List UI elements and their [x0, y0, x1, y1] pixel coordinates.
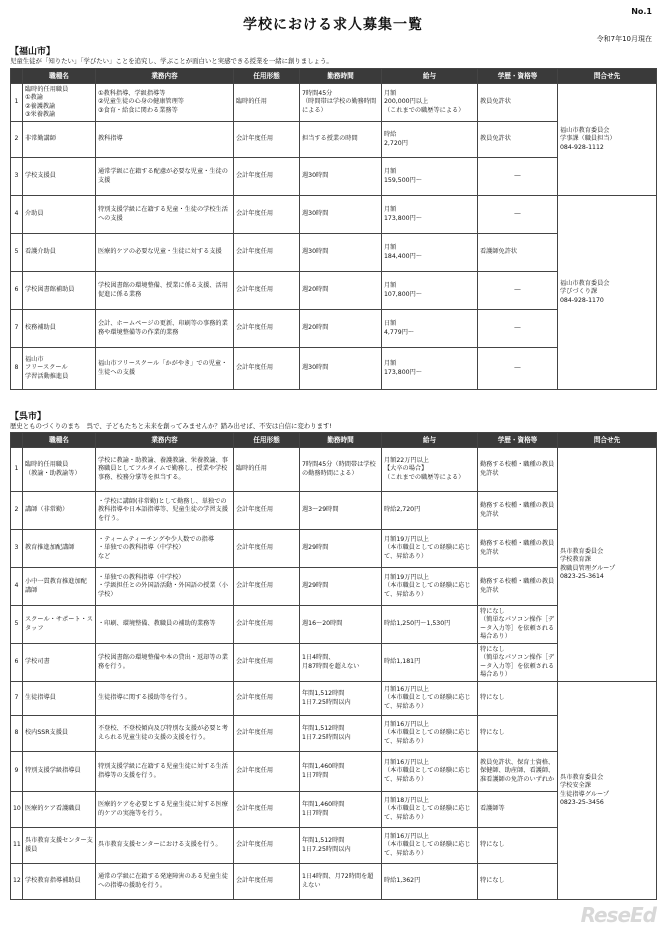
employment-type: 会計年度任用 [234, 864, 300, 900]
fukuyama-section-desc: 児童生徒が「知りたい」「学びたい」ことを追究し、学ぶことが面白いと実感できる授業を一緒に創りましょう。 [10, 57, 333, 65]
job-duties: 学校図書館の環境整備や本の貸出・返却等の業務を行う。 [96, 644, 234, 682]
job-title: 講師（非常勤） [23, 492, 96, 530]
salary: 月額 173,800円～ [382, 348, 478, 390]
working-hours: 週20時間 [300, 272, 382, 310]
working-hours: 年間1,512時間 1日7.25時間以内 [300, 828, 382, 864]
table-row [11, 448, 657, 492]
working-hours: 週29時間 [300, 568, 382, 606]
salary: 月額 159,500円～ [382, 158, 478, 196]
working-hours: 週30時間 [300, 158, 382, 196]
job-duties: 会計、ホームページの更新、印刷等の事務的業務や環境整備等の作業的業務 [96, 310, 234, 348]
employment-type: 会計年度任用 [234, 828, 300, 864]
row-number: 8 [11, 716, 23, 752]
job-title: 臨時的任用職員 （教諭・助教諭等） [23, 448, 96, 492]
job-title: 福山市 フリースクール 学習活動推進員 [23, 348, 96, 390]
job-duties: 医療的ケアを必要とする児童生徒に対する医療的ケアの実施等を行う。 [96, 792, 234, 828]
employment-type: 会計年度任用 [234, 568, 300, 606]
job-duties: 学校図書館の環境整備、授業に係る支援、活用促進に係る業務 [96, 272, 234, 310]
qualifications: 特になし [478, 828, 558, 864]
job-duties: 学校に教諭・助教諭、養護教諭、栄養教諭、事務職員としてフルタイムで勤務し、授業や学校事務、校務分掌等を担当する。 [96, 448, 234, 492]
kure-job-table [10, 432, 657, 900]
working-hours: 年間1,460時間 1日7時間 [300, 792, 382, 828]
qualifications: 勤務する校種・職種の教員免許状 [478, 530, 558, 568]
employment-type: 会計年度任用 [234, 682, 300, 716]
kure-section-title: 【呉市】 [10, 412, 47, 422]
job-title: 特別支援学級指導員 [23, 752, 96, 792]
working-hours: 週3～29時間 [300, 492, 382, 530]
row-number: 3 [11, 158, 23, 196]
job-title: 小中一貫教育推進加配講師 [23, 568, 96, 606]
employment-type: 会計年度任用 [234, 752, 300, 792]
row-number: 10 [11, 792, 23, 828]
kure-section-desc: 歴史とものづくりのまち 呉で、子どもたちと未来を創ってみませんか？踏み出せば、不安は自信に変わります! [10, 422, 332, 430]
contact-info: 呉市教育委員会 学校安全課 生徒指導グループ 0823-25-3456 [558, 682, 657, 900]
salary: 日額 4,779円～ [382, 310, 478, 348]
job-title: 呉市教育支援センター支援員 [23, 828, 96, 864]
table-header-row [11, 433, 657, 448]
employment-type: 会計年度任用 [234, 196, 300, 234]
salary: 時給1,362円 [382, 864, 478, 900]
job-duties: 特別支援学級に在籍する児童・生徒の学校生活への支援 [96, 196, 234, 234]
row-number: 1 [11, 448, 23, 492]
job-duties: 特別支援学級に在籍する児童生徒に対する生活指導等の支援を行う。 [96, 752, 234, 792]
job-duties: 通常の学級に在籍する発達障害のある児童生徒への指導の援助を行う。 [96, 864, 234, 900]
job-title: 介助員 [23, 196, 96, 234]
qualifications: 教員免許状 [478, 84, 558, 122]
row-number: 7 [11, 682, 23, 716]
job-title: 学校司書 [23, 644, 96, 682]
page-title: 学校における求人募集一覧 [243, 17, 423, 33]
qualifications: 特になし （簡単なパソコン操作［データ入力等］を依頼される場合あり） [478, 606, 558, 644]
working-hours: 週16～20時間 [300, 606, 382, 644]
working-hours: 年間1,460時間 1日7時間 [300, 752, 382, 792]
column-header-name: 職種名 [23, 69, 96, 84]
qualifications: 看護師免許状 [478, 234, 558, 272]
working-hours: 7時間45分（時間帯は学校の勤務時間による） [300, 448, 382, 492]
qualifications: 特になし [478, 864, 558, 900]
job-title: 生徒指導員 [23, 682, 96, 716]
job-title: 学校教育指導補助員 [23, 864, 96, 900]
qualifications: 勤務する校種・職種の教員免許状 [478, 568, 558, 606]
qualifications: ― [478, 348, 558, 390]
contact-info: 福山市教育委員会 学事課（職員担当） 084-928-1112 [558, 84, 657, 196]
fukuyama-job-table [10, 68, 657, 390]
employment-type: 会計年度任用 [234, 122, 300, 158]
qualifications: 看護師等 [478, 792, 558, 828]
table-header-row [11, 69, 657, 84]
job-title: 学校支援員 [23, 158, 96, 196]
employment-type: 会計年度任用 [234, 348, 300, 390]
job-title: 学校図書館補助員 [23, 272, 96, 310]
column-header-qual: 学歴・資格等 [478, 69, 558, 84]
employment-type: 会計年度任用 [234, 530, 300, 568]
contact-info: 福山市教育委員会 学びづくり課 084-928-1170 [558, 196, 657, 390]
working-hours: 7時間45分 （時間帯は学校の勤務時間による） [300, 84, 382, 122]
employment-type: 臨時的任用 [234, 84, 300, 122]
job-duties: 不登校、不登校傾向及び特別な支援が必要と考えられる児童生徒の支援の支援を行う。 [96, 716, 234, 752]
column-header-type: 任用形態 [234, 69, 300, 84]
working-hours: 年間1,512時間 1日7.25時間以内 [300, 716, 382, 752]
employment-type: 会計年度任用 [234, 492, 300, 530]
column-header-hours: 勤務時間 [300, 69, 382, 84]
row-number: 1 [11, 84, 23, 122]
column-header-pay: 給与 [382, 433, 478, 448]
fukuyama-section-title: 【福山市】 [10, 47, 56, 57]
salary: 時給1,250円～1,530円 [382, 606, 478, 644]
job-duties: 生徒指導に関する援助等を行う。 [96, 682, 234, 716]
contact-info: 呉市教育委員会 学校教育課 教職員管理グループ 0823-25-3614 [558, 448, 657, 682]
column-header-contact: 問合せ先 [558, 69, 657, 84]
job-duties: ・学校に講師(非常勤)として勤務し、単独での教科指導や日本語指導等、児童生徒の学習支援を行う。 [96, 492, 234, 530]
job-title: 校務補助員 [23, 310, 96, 348]
employment-type: 会計年度任用 [234, 644, 300, 682]
salary: 月額 173,800円～ [382, 196, 478, 234]
qualifications: ― [478, 310, 558, 348]
row-number: 4 [11, 568, 23, 606]
qualifications: 特になし （簡単なパソコン操作［データ入力等］を依頼される場合あり） [478, 644, 558, 682]
qualifications: ― [478, 158, 558, 196]
qualifications: 特になし [478, 682, 558, 716]
row-number: 8 [11, 348, 23, 390]
working-hours: 週29時間 [300, 530, 382, 568]
employment-type: 会計年度任用 [234, 158, 300, 196]
row-number: 5 [11, 234, 23, 272]
qualifications: 特になし [478, 716, 558, 752]
column-header-qual: 学歴・資格等 [478, 433, 558, 448]
job-title: 臨時的任用職員 ①教諭 ②養護教諭 ③栄養教諭 [23, 84, 96, 122]
job-duties: 教科指導 [96, 122, 234, 158]
column-header-name: 職種名 [23, 433, 96, 448]
working-hours: 1日4時間、月72時間を超えない [300, 864, 382, 900]
salary: 時給1,181円 [382, 644, 478, 682]
page-number: No.1 [631, 7, 652, 16]
row-number: 9 [11, 752, 23, 792]
working-hours: 年間1,512時間 1日7.25時間以内 [300, 682, 382, 716]
working-hours: 週30時間 [300, 196, 382, 234]
job-title: 非常勤講師 [23, 122, 96, 158]
job-duties: ・ティームティーチングや少人数での指導 ・単独での教科指導（中学校） など [96, 530, 234, 568]
as-of-date: 令和7年10月現在 [596, 35, 652, 43]
job-duties: ・印刷、環境整備、教職員の補助的業務等 [96, 606, 234, 644]
qualifications: ― [478, 272, 558, 310]
row-number: 6 [11, 644, 23, 682]
job-duties: ①教科指導、学級指導等 ②児童生徒の心身の健康管理等 ③食育・給食に関わる業務等 [96, 84, 234, 122]
column-header-work: 業務内容 [96, 433, 234, 448]
row-number: 2 [11, 492, 23, 530]
working-hours: 担当する授業の時間 [300, 122, 382, 158]
job-duties: 福山市フリースクール「かがやき」での児童・生徒への支援 [96, 348, 234, 390]
qualifications: 勤務する校種・職種の教員免許状 [478, 492, 558, 530]
row-number: 7 [11, 310, 23, 348]
employment-type: 会計年度任用 [234, 716, 300, 752]
column-header-contact: 問合せ先 [558, 433, 657, 448]
row-number: 5 [11, 606, 23, 644]
job-title: スクール・サポート・スタッフ [23, 606, 96, 644]
job-duties: 呉市教育支援センターにおける支援を行う。 [96, 828, 234, 864]
employment-type: 会計年度任用 [234, 792, 300, 828]
salary: 月額16万円以上 （本市職員としての経験に応じて、昇給あり） [382, 716, 478, 752]
salary: 月額16万円以上 （本市職員としての経験に応じて、昇給あり） [382, 752, 478, 792]
row-number: 2 [11, 122, 23, 158]
employment-type: 臨時的任用 [234, 448, 300, 492]
salary: 月額19万円以上 （本市職員としての経験に応じて、昇給あり） [382, 530, 478, 568]
employment-type: 会計年度任用 [234, 234, 300, 272]
row-number: 4 [11, 196, 23, 234]
working-hours: 週20時間 [300, 310, 382, 348]
qualifications: 勤務する校種・職種の教員免許状 [478, 448, 558, 492]
salary: 月額22万円以上 【大卒の場合】 （これまでの職歴等による） [382, 448, 478, 492]
salary: 月額16万円以上 （本市職員としての経験に応じて、昇給あり） [382, 682, 478, 716]
table-row [11, 84, 657, 122]
job-title: 教育推進加配講師 [23, 530, 96, 568]
job-title: 看護介助員 [23, 234, 96, 272]
column-header-type: 任用形態 [234, 433, 300, 448]
salary: 月額19万円以上 （本市職員としての経験に応じて、昇給あり） [382, 568, 478, 606]
job-duties: ・単独での教科指導（中学校） ・学級担任との外国語活動・外国語の授業（小学校） [96, 568, 234, 606]
qualifications: 教員免許状 [478, 122, 558, 158]
working-hours: 週30時間 [300, 348, 382, 390]
row-number: 11 [11, 828, 23, 864]
row-number: 12 [11, 864, 23, 900]
column-header-no [11, 69, 23, 84]
column-header-no [11, 433, 23, 448]
row-number: 6 [11, 272, 23, 310]
salary: 月額16万円以上 （本市職員としての経験に応じて、昇給あり） [382, 828, 478, 864]
column-header-pay: 給与 [382, 69, 478, 84]
working-hours: 週30時間 [300, 234, 382, 272]
column-header-work: 業務内容 [96, 69, 234, 84]
working-hours: 1日4時間、 月87時間を超えない [300, 644, 382, 682]
salary: 時給2,720円 [382, 492, 478, 530]
salary: 月額 200,000円以上 （これまでの職歴等による） [382, 84, 478, 122]
watermark-logo: ReseEd [580, 903, 656, 927]
table-row [11, 682, 657, 716]
employment-type: 会計年度任用 [234, 310, 300, 348]
qualifications: ― [478, 196, 558, 234]
job-title: 校内SSR支援員 [23, 716, 96, 752]
salary: 月額 184,400円～ [382, 234, 478, 272]
row-number: 3 [11, 530, 23, 568]
salary: 時給 2,720円 [382, 122, 478, 158]
job-title: 医療的ケア看護職員 [23, 792, 96, 828]
salary: 月額 107,800円～ [382, 272, 478, 310]
employment-type: 会計年度任用 [234, 272, 300, 310]
job-duties: 医療的ケアの必要な児童・生徒に対する支援 [96, 234, 234, 272]
job-duties: 通常学級に在籍する配慮が必要な児童・生徒の支援 [96, 158, 234, 196]
table-row [11, 196, 657, 234]
qualifications: 教員免許状、保育士資格、保健師、助産師、看護師、准看護師の免許のいずれか [478, 752, 558, 792]
salary: 月額18万円以上 （本市職員としての経験に応じて、昇給あり） [382, 792, 478, 828]
employment-type: 会計年度任用 [234, 606, 300, 644]
column-header-hours: 勤務時間 [300, 433, 382, 448]
